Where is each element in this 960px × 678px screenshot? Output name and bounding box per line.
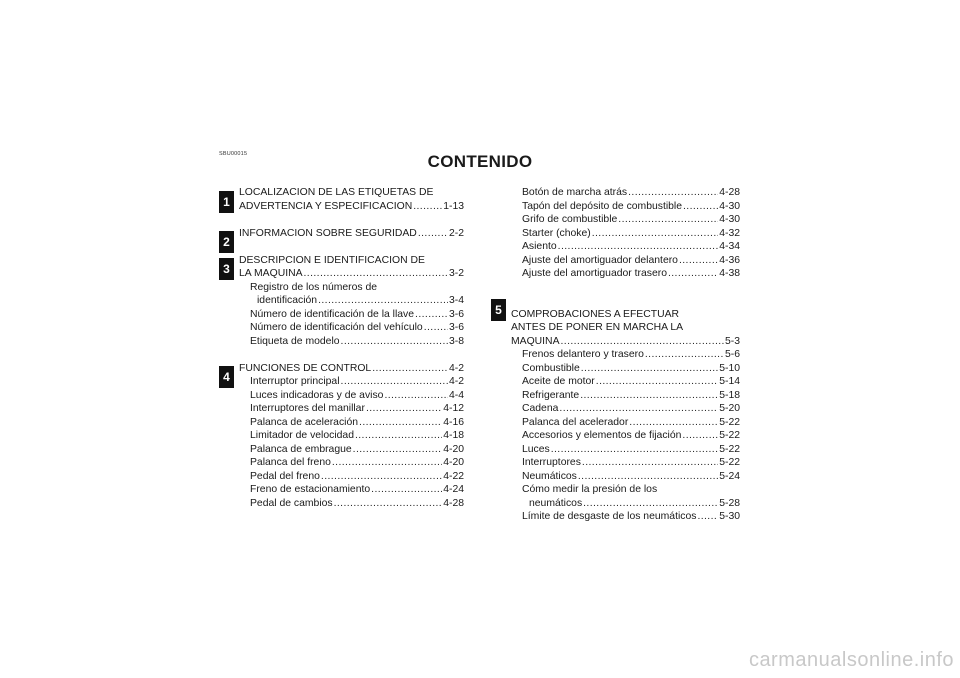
toc-entry-section-1[interactable] xyxy=(239,200,464,214)
page-title: CONTENIDO xyxy=(427,152,533,171)
toc-entry-label: Aceite de motor xyxy=(522,376,595,387)
toc-entry-page: 5-3 xyxy=(724,335,740,347)
toc-entry-page: 3-4 xyxy=(448,295,464,306)
toc-entry-section-4[interactable] xyxy=(239,362,464,376)
toc-subentry[interactable] xyxy=(511,402,740,416)
toc-entry-page: 4-28 xyxy=(443,497,464,509)
dot-leader xyxy=(582,456,718,470)
toc-entry-label: FUNCIONES DE CONTROL xyxy=(239,362,372,374)
toc-subentry[interactable] xyxy=(511,254,740,268)
toc-entry-page: 4-22 xyxy=(443,470,464,482)
toc-entry-label: Palanca del acelerador xyxy=(522,416,629,428)
toc-entry-label: Número de identificación del vehículo xyxy=(250,322,423,333)
spacer xyxy=(239,213,464,227)
toc-entry-page: 4-38 xyxy=(719,268,740,279)
dot-leader xyxy=(359,416,442,430)
toc-entry-label: Frenos delantero y trasero xyxy=(522,349,644,360)
toc-entry-label: Ajuste del amortiguador trasero xyxy=(522,268,667,279)
toc-entry-label: Límite de desgaste de los neumáticos xyxy=(522,511,697,522)
dot-leader xyxy=(304,267,448,281)
dot-leader xyxy=(596,375,718,389)
document-code: SBU00015 xyxy=(219,151,248,157)
dot-leader xyxy=(618,213,718,227)
toc-entry-page: 4-24 xyxy=(443,484,464,495)
toc-entry-label: Pedal de cambios xyxy=(250,497,333,509)
spacer xyxy=(511,281,740,308)
toc-subentry[interactable] xyxy=(511,470,740,484)
dot-leader xyxy=(371,483,442,497)
dot-leader xyxy=(551,443,718,457)
toc-entry-label: Starter (choke) xyxy=(522,227,591,239)
dot-leader xyxy=(372,362,448,376)
toc-entry-page: 3-6 xyxy=(448,308,464,320)
toc-subentry[interactable] xyxy=(511,240,740,254)
toc-entry-page: 2-2 xyxy=(448,227,464,239)
dot-leader xyxy=(321,470,442,484)
toc-subentry[interactable] xyxy=(511,416,740,430)
toc-entry-label: Combustible xyxy=(522,362,580,374)
toc-entry-page: 4-30 xyxy=(719,214,740,225)
dot-leader xyxy=(682,429,718,443)
spacer xyxy=(239,240,464,254)
toc-entry-label: Interruptor principal xyxy=(250,376,340,387)
dot-leader xyxy=(578,470,718,484)
dot-leader xyxy=(580,389,718,403)
toc-subentry[interactable] xyxy=(511,362,740,376)
toc-subentry[interactable] xyxy=(239,389,464,403)
dot-leader xyxy=(341,335,448,349)
toc-entry-label: Interruptores del manillar xyxy=(250,403,365,414)
toc-subentry[interactable] xyxy=(239,416,464,430)
toc-entry-page: 4-2 xyxy=(448,362,464,374)
dot-leader xyxy=(353,443,443,457)
toc-entry-page: 5-22 xyxy=(719,430,740,441)
toc-subentry[interactable] xyxy=(239,375,464,389)
toc-entry-page: 5-6 xyxy=(724,349,740,360)
dot-leader xyxy=(318,294,448,308)
toc-entry-label: MAQUINA xyxy=(511,335,560,347)
toc-entry-page: 4-36 xyxy=(719,254,740,266)
dot-leader xyxy=(334,497,443,511)
section-tab-4[interactable]: 4 xyxy=(219,366,234,388)
toc-entry-label: Luces indicadoras y de aviso xyxy=(250,389,384,401)
toc-subentry[interactable] xyxy=(239,402,464,416)
toc-subentry[interactable] xyxy=(511,186,740,200)
toc-subentry[interactable] xyxy=(511,227,740,241)
toc-entry-page: 4-32 xyxy=(719,227,740,239)
toc-entry-label: Grifo de combustible xyxy=(522,214,618,225)
toc-entry-page: 4-20 xyxy=(443,443,464,455)
toc-entry-page: 5-22 xyxy=(719,443,740,455)
toc-entry-page: 3-6 xyxy=(448,322,464,333)
toc-subentry[interactable] xyxy=(511,429,740,443)
toc-entry-page: 5-18 xyxy=(719,389,740,401)
toc-entry-label: Tapón del depósito de combustible xyxy=(522,200,683,212)
toc-section-3-line1: DESCRIPCION E IDENTIFICACION DE xyxy=(239,254,425,266)
toc-entry-page: 4-4 xyxy=(448,389,464,401)
toc-entry-label: Freno de estacionamiento xyxy=(250,484,371,495)
toc-subentry[interactable] xyxy=(239,429,464,443)
toc-entry-page: 3-2 xyxy=(448,268,464,279)
dot-leader xyxy=(583,497,718,511)
dot-leader xyxy=(415,308,448,322)
section-tab-1[interactable]: 1 xyxy=(219,191,234,213)
toc-subentry[interactable] xyxy=(239,497,464,511)
toc-entry-label: Neumáticos xyxy=(522,470,577,482)
toc-subentry[interactable] xyxy=(511,213,740,227)
dot-leader xyxy=(628,186,718,200)
dot-leader xyxy=(413,200,442,214)
toc-subentry[interactable] xyxy=(239,443,464,457)
dot-leader xyxy=(559,402,718,416)
dot-leader xyxy=(592,227,718,241)
toc-entry-label: Accesorios y elementos de fijación xyxy=(522,430,682,441)
toc-entry-label: Ajuste del amortiguador delantero xyxy=(522,254,678,266)
toc-entry-page: 4-2 xyxy=(448,376,464,387)
spacer xyxy=(239,348,464,362)
toc-entry-page: 4-12 xyxy=(443,403,464,414)
dot-leader xyxy=(679,254,718,268)
toc-subentry[interactable] xyxy=(511,375,740,389)
toc-entry-page: 1-13 xyxy=(443,200,464,212)
dot-leader xyxy=(332,456,442,470)
toc-entry-label: Pedal del freno xyxy=(250,470,320,482)
toc-subentry[interactable] xyxy=(511,200,740,214)
toc-entry-page: 4-28 xyxy=(719,187,740,198)
toc-entry-page: 5-10 xyxy=(719,362,740,374)
toc-subentry[interactable] xyxy=(511,348,740,362)
toc-subentry[interactable] xyxy=(511,456,740,470)
toc-entry-section-3[interactable] xyxy=(239,267,464,281)
toc-entry-page: 5-24 xyxy=(719,470,740,482)
toc-subentry[interactable] xyxy=(239,483,464,497)
toc-entry-label: LA MAQUINA xyxy=(239,268,303,279)
toc-subentry[interactable] xyxy=(239,470,464,484)
toc-subentry[interactable] xyxy=(239,294,464,308)
toc-entry-label: Asiento xyxy=(522,241,557,252)
toc-entry-label: Interruptores xyxy=(522,457,581,468)
dot-leader xyxy=(629,416,718,430)
toc-entry-label: INFORMACION SOBRE SEGURIDAD xyxy=(239,227,417,239)
dot-leader xyxy=(366,402,442,416)
dot-leader xyxy=(581,362,718,376)
toc-entry-label: Refrigerante xyxy=(522,389,580,401)
dot-leader xyxy=(683,200,718,214)
dot-leader xyxy=(341,375,448,389)
toc-subentry[interactable] xyxy=(511,510,740,524)
dot-leader xyxy=(355,429,442,443)
toc-entry-page: 5-20 xyxy=(719,403,740,414)
toc-section-5-line2: ANTES DE PONER EN MARCHA LA xyxy=(511,322,684,333)
toc-subentry[interactable] xyxy=(239,335,464,349)
toc-subentry[interactable] xyxy=(239,321,464,335)
section-tab-3[interactable]: 3 xyxy=(219,258,234,280)
toc-entry-label: Palanca de embrague xyxy=(250,443,352,455)
toc-entry-label: ADVERTENCIA Y ESPECIFICACION xyxy=(239,200,413,212)
dot-leader xyxy=(418,227,448,241)
toc-entry-page: 4-18 xyxy=(443,430,464,441)
toc-entry-label: Número de identificación de la llave xyxy=(250,308,415,320)
dot-leader xyxy=(558,240,719,254)
toc-entry-page: 4-34 xyxy=(719,241,740,252)
toc-subentry[interactable] xyxy=(511,497,740,511)
toc-entry-section-5[interactable] xyxy=(511,335,740,349)
toc-entry-label: neumáticos xyxy=(529,497,583,509)
toc-entry-label: Botón de marcha atrás xyxy=(522,187,628,198)
toc-entry-page: 4-16 xyxy=(443,416,464,428)
toc-entry-section-2[interactable] xyxy=(239,227,464,241)
toc-entry-page: 5-28 xyxy=(719,497,740,509)
toc-entry-page: 3-8 xyxy=(448,335,464,347)
section-tab-5[interactable]: 5 xyxy=(491,299,506,321)
dot-leader xyxy=(424,321,448,335)
toc-subentry[interactable] xyxy=(511,267,740,281)
toc-entry-page: 4-20 xyxy=(443,457,464,468)
toc-left-column xyxy=(239,186,464,510)
toc-entry-label: Palanca de aceleración xyxy=(250,416,359,428)
dot-leader xyxy=(645,348,724,362)
toc-entry-page: 5-30 xyxy=(719,511,740,522)
dot-leader xyxy=(668,267,718,281)
toc-entry-label: Cadena xyxy=(522,403,559,414)
toc-entry-label: identificación xyxy=(257,295,318,306)
toc-subentry[interactable] xyxy=(239,456,464,470)
toc-subentry[interactable] xyxy=(511,443,740,457)
section-tab-2[interactable]: 2 xyxy=(219,231,234,253)
toc-entry-page: 5-22 xyxy=(719,416,740,428)
toc-subentry[interactable] xyxy=(239,308,464,322)
toc-subentry[interactable]: Cómo medir la presión de los xyxy=(522,484,658,495)
toc-section-5-line1: COMPROBACIONES A EFECTUAR xyxy=(511,308,680,320)
toc-entry-label: Limitador de velocidad xyxy=(250,430,354,441)
toc-entry-label: Etiqueta de modelo xyxy=(250,335,340,347)
dot-leader xyxy=(697,510,718,524)
toc-subentry[interactable]: Registro de los números de xyxy=(250,281,378,293)
toc-entry-page: 4-30 xyxy=(719,200,740,212)
watermark: carmanualsonline.info xyxy=(748,649,954,671)
toc-subentry[interactable] xyxy=(511,389,740,403)
dot-leader xyxy=(384,389,448,403)
toc-entry-label: Palanca del freno xyxy=(250,457,331,468)
toc-right-column xyxy=(511,186,740,524)
dot-leader xyxy=(561,335,724,349)
toc-entry-page: 5-22 xyxy=(719,457,740,468)
toc-entry-label: Luces xyxy=(522,443,550,455)
toc-entry-page: 5-14 xyxy=(719,376,740,387)
toc-section-1-line1: LOCALIZACION DE LAS ETIQUETAS DE xyxy=(239,187,434,198)
